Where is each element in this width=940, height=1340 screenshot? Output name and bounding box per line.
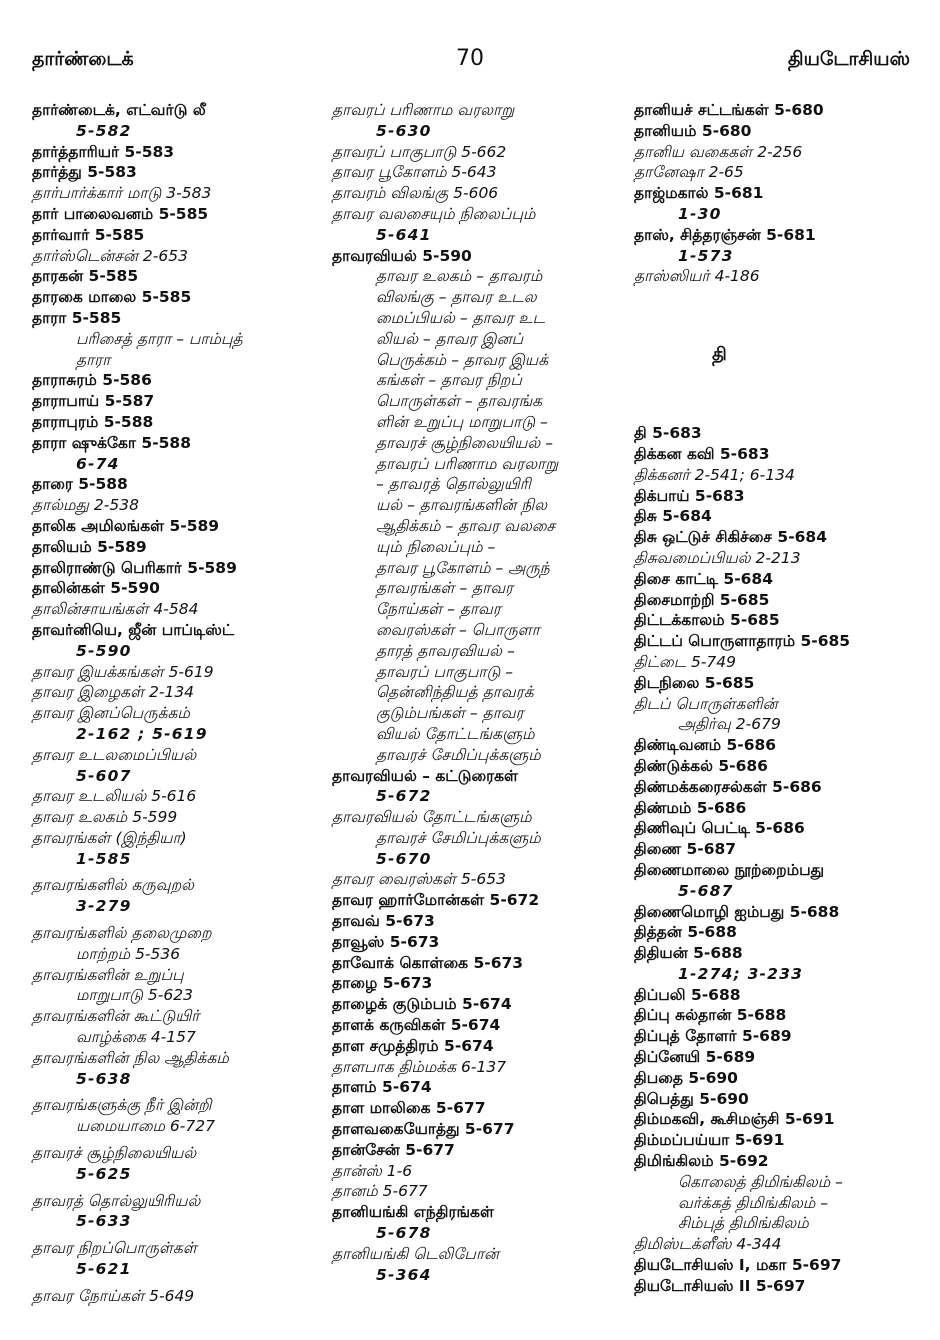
index-entry: தார்த்தாரியர் 5-583 (32, 142, 175, 161)
section-heading: தி (712, 344, 727, 366)
index-entry: திக்கனர் 2-541; 6-134 (634, 465, 795, 484)
index-entry: தாள மாலிகை 5-677 (332, 1099, 486, 1118)
index-column-2 (332, 100, 628, 1285)
index-entry: தாரா ஷுக்கோ 5-588 (32, 433, 191, 452)
index-entry: திசு 5-684 (634, 507, 712, 526)
index-entry: தான்ஸ் 1-6 (332, 1161, 413, 1180)
index-subline: தாரத் தாவரவியல் – (376, 641, 515, 660)
index-entry: தாவரங்கள் (இந்தியா) (32, 828, 187, 847)
index-subline: ளின் உறுப்பு மாறுபாடு – (376, 412, 548, 431)
index-subline: 5-687 (678, 881, 734, 900)
index-entry: தாலின்கள் 5-590 (32, 579, 160, 598)
index-entry: திணைமாலை நூற்றைம்பது (634, 860, 825, 879)
index-subline: 2-162 ; 5-619 (76, 724, 208, 743)
index-subline: தாவரங்கள் – தாவர (376, 579, 514, 598)
index-entry: தாவரத் தொல்லுயிரியல் (32, 1191, 201, 1210)
index-entry: தாழைக் குடும்பம் 5-674 (332, 995, 512, 1014)
index-entry: தாவர வைரஸ்கள் 5-653 (332, 870, 506, 889)
index-subline: குடும்பங்கள் – தாவர (376, 704, 524, 723)
index-entry: தாவரவியல் தோட்டங்களும் (332, 808, 532, 827)
index-entry: திம்மகவி, கூசிமஞ்சி 5-691 (634, 1110, 835, 1129)
index-subline: பெருக்கம் – தாவர இயக் (376, 350, 549, 369)
index-subline: 5-590 (76, 641, 132, 660)
index-entry: தியடோசியஸ் I, மகா 5-697 (634, 1256, 842, 1275)
index-entry: தார்த்து 5-583 (32, 163, 137, 182)
index-subline: 5-672 (376, 787, 432, 806)
index-entry: தாராசுரம் 5-586 (32, 371, 152, 390)
index-subline: – தாவரத் தொல்லுயிரி (376, 475, 531, 494)
index-subline: கொலைத் திமிங்கிலம் – (678, 1172, 843, 1191)
index-entry: தார்ண்டைக், எட்வர்டு லீ (32, 101, 206, 119)
index-entry: தாலிக அமிலங்கள் 5-589 (32, 516, 220, 535)
running-head-first-entry: தார்ண்டைக் (32, 48, 134, 70)
index-entry: திண்டுக்கல் 5-686 (634, 756, 768, 775)
index-entry: தார் பாலைவனம் 5-585 (32, 204, 209, 223)
index-entry: தாஜ்மகால் 5-681 (634, 184, 764, 203)
index-subline: 5-670 (376, 849, 432, 868)
index-entry: திடநிலை 5-685 (634, 673, 755, 692)
index-entry: தித்தன் 5-688 (634, 923, 737, 942)
index-entry: தாவர நிறப்பொருள்கள் (32, 1239, 197, 1258)
index-entry: தானியச் சட்டங்கள் 5-680 (634, 101, 824, 119)
index-entry: திசு ஒட்டுச் சிகிச்சை 5-684 (634, 528, 827, 547)
index-entry: திட்டப் பொருளாதாரம் 5-685 (634, 632, 851, 651)
index-subline: யும் நிலைப்பும் – (376, 537, 496, 556)
index-entry: தாவூஸ் 5-673 (332, 932, 440, 951)
index-entry: தாளம் 5-674 (332, 1078, 432, 1097)
index-entry: தாவர உடலமைப்பியல் (32, 745, 197, 764)
index-entry: திமிஸ்டக்ளீஸ் 4-344 (634, 1235, 782, 1254)
index-entry: தாவரங்களின் கூட்டுயிர் (32, 1007, 200, 1026)
index-entry: தாலியம் 5-589 (32, 537, 147, 556)
index-entry: தாவர உடலியல் 5-616 (32, 787, 197, 806)
index-subline: தாரா (76, 350, 111, 369)
index-entry: திட்டை 5-749 (634, 652, 737, 671)
index-entry: தாராபுரம் 5-588 (32, 412, 154, 431)
index-subline: யமையாமை 6-727 (76, 1117, 215, 1136)
index-entry: திமிங்கிலம் 5-692 (634, 1152, 769, 1171)
index-entry: தாரை 5-588 (32, 475, 128, 494)
index-entry: தாவரவியல் – கட்டுரைகள் (332, 766, 519, 785)
index-subline: தாவரச் சேமிப்புக்களும் (376, 828, 541, 847)
index-entry: திபதை 5-690 (634, 1068, 738, 1087)
index-subline: மைப்பியல் – தாவர உட (376, 308, 545, 327)
index-entry: தாவோக் கொள்கை 5-673 (332, 953, 524, 972)
index-entry: தாவர இழைகள் 2-134 (32, 683, 195, 702)
index-subline: 1-573 (678, 246, 734, 265)
index-subline: லியல் – தாவர இனப் (376, 329, 524, 348)
index-subline: தாவரச் சேமிப்புக்களும் (376, 745, 541, 764)
index-subline: 5-364 (376, 1265, 432, 1284)
index-subline: 5-582 (76, 121, 132, 140)
index-column-1 (32, 100, 322, 1307)
index-subline: கங்கள் – தாவர நிறப் (376, 371, 522, 390)
index-entry: திக்பாய் 5-683 (634, 486, 745, 505)
index-subline: 5-641 (376, 225, 432, 244)
index-entry: தாவரங்களின் உறுப்பு (32, 965, 184, 984)
index-entry: தாவர வலசையும் நிலைப்பும் (332, 204, 536, 223)
index-entry: தார்வார் 5-585 (32, 225, 145, 244)
index-entry: திட்டக்காலம் 5-685 (634, 611, 780, 630)
index-subline: விலங்கு – தாவர உடல (376, 288, 537, 307)
index-entry: தானியம் 5-680 (634, 121, 752, 140)
index-subline: வியல் தோட்டங்களும் (376, 724, 535, 743)
index-entry: திண்மம் 5-686 (634, 798, 747, 817)
index-subline: தென்னிந்தியத் தாவரக் (376, 683, 534, 702)
index-entry: தார்பார்க்கார் மாடு 3-583 (32, 184, 212, 203)
index-entry: தாளபாக திம்மக்க 6-137 (332, 1057, 507, 1076)
index-subline: ஆதிக்கம் – தாவர வலசை (376, 516, 556, 535)
index-entry: தாராபாய் 5-587 (32, 392, 155, 411)
index-subline: நோய்கள் – தாவர (376, 600, 501, 619)
index-entry: தானியங்கி எந்திரங்கள் (332, 1203, 494, 1222)
index-entry: திசை காட்டி 5-684 (634, 569, 774, 588)
index-subline: தாவரப் பரிணாம வரலாறு (376, 454, 559, 473)
index-entry: தாவரச் சூழ்நிலையியல் (32, 1144, 197, 1163)
index-subline: தாவரச் சூழ்நிலையியல் – (376, 433, 553, 452)
index-entry: தாரகன் 5-585 (32, 267, 139, 286)
running-head-last-entry: தியடோசியஸ் (788, 48, 910, 70)
index-subline: வைரஸ்கள் – பொருளா (376, 620, 540, 639)
index-entry: தானேஷா 2-65 (634, 163, 744, 182)
index-entry: தாவர இயக்கங்கள் 5-619 (32, 662, 214, 681)
index-entry: தாவவ் 5-673 (332, 912, 435, 931)
index-entry: திக்கன கவி 5-683 (634, 444, 770, 463)
index-column-3 (634, 100, 924, 1297)
index-subline: 3-279 (76, 897, 132, 916)
index-entry: தியடோசியஸ் II 5-697 (634, 1276, 806, 1295)
index-entry: திண்மக்கரைசல்கள் 5-686 (634, 777, 822, 796)
index-subline: 5-678 (376, 1224, 432, 1243)
index-entry: தாழை 5-673 (332, 974, 433, 993)
index-entry: திப்பு சுல்தான் 5-688 (634, 1006, 787, 1025)
index-entry: தாலிராண்டு பெரிகார் 5-589 (32, 558, 237, 577)
index-entry: தாரா 5-585 (32, 308, 122, 327)
index-subline: 1-585 (76, 849, 132, 868)
index-entry: தாரகை மாலை 5-585 (32, 288, 192, 307)
index-entry: தாவர பூகோளம் 5-643 (332, 163, 497, 182)
index-subline: பொருள்கள் – தாவரங்க (376, 392, 543, 411)
index-entry: திணை 5-687 (634, 840, 737, 859)
index-entry: தாஸ், சித்தரஞ்சன் 5-681 (634, 225, 816, 244)
index-column-3-top (634, 100, 924, 287)
index-entry: திண்டிவனம் 5-686 (634, 736, 777, 755)
index-entry: தானியங்கி டெலிபோன் (332, 1244, 500, 1263)
index-entry: திப்பலி 5-688 (634, 985, 741, 1004)
index-subline: 5-607 (76, 766, 132, 785)
index-subline: தாவர பூகோளம் – அருந் (376, 558, 550, 577)
index-entry: திணைமொழி ஐம்பது 5-688 (634, 902, 840, 921)
index-subline: தாவர உலகம் – தாவரம் (376, 267, 543, 286)
index-subline: 5-630 (376, 121, 432, 140)
index-entry: திப்புத் தோளர் 5-689 (634, 1027, 792, 1046)
index-entry: திசுவமைப்பியல் 2-213 (634, 548, 801, 567)
index-entry: தாலின்சாயங்கள் 4-584 (32, 600, 199, 619)
index-subline: மாற்றம் 5-536 (76, 944, 181, 963)
index-entry: தாவரங்களுக்கு நீர் இன்றி (32, 1096, 212, 1115)
index-subline: வர்க்கத் திமிங்கிலம் – (678, 1193, 829, 1212)
index-entry: தாஸ்ஸியர் 4-186 (634, 267, 760, 286)
index-entry: தாவர்னியெ, ஜீன் பாப்டிஸ்ட் (32, 620, 235, 639)
index-subline: 5-621 (76, 1260, 132, 1279)
index-entry: தால்மது 2-538 (32, 496, 139, 515)
index-entry: திப்னேயி 5-689 (634, 1048, 756, 1067)
index-column-3-bottom (634, 423, 924, 1296)
index-entry: தாவரங்களின் நில ஆதிக்கம் (32, 1048, 229, 1067)
page-number: 70 (456, 46, 484, 71)
index-entry: தான்சேன் 5-677 (332, 1140, 455, 1159)
index-subline: வாழ்க்கை 4-157 (76, 1028, 196, 1047)
index-entry: தாவரப் பரிணாம வரலாறு (332, 101, 515, 119)
index-entry: திணிவுப் பெட்டி 5-686 (634, 819, 805, 838)
index-entry: தாவரப் பாகுபாடு 5-662 (332, 142, 507, 161)
index-entry: தாவரங்களில் தலைமுறை (32, 924, 212, 943)
index-entry: திம்மப்பய்யா 5-691 (634, 1131, 785, 1150)
index-entry: தானிய வகைகள் 2-256 (634, 142, 803, 161)
index-subline: பரிசைத் தாரா – பாம்புத் (76, 329, 243, 348)
index-subline: 1-274; 3-233 (678, 964, 804, 983)
index-entry: திடப் பொருள்களின் (634, 694, 778, 713)
index-entry: திதியன் 5-688 (634, 944, 743, 963)
index-entry: தி 5-683 (634, 424, 702, 443)
index-subline: சிம்புத் திமிங்கிலம் (678, 1214, 809, 1233)
index-subline: 5-633 (76, 1212, 132, 1231)
index-entry: திசைமாற்றி 5-685 (634, 590, 770, 609)
index-entry: தாளக் கருவிகள் 5-674 (332, 1016, 501, 1035)
index-entry: தாவரம் விலங்கு 5-606 (332, 184, 499, 203)
index-subline: 1-30 (678, 204, 722, 223)
index-entry: தாவரங்களில் கருவுறல் (32, 876, 194, 895)
index-entry: தாவர உலகம் 5-599 (32, 808, 178, 827)
index-entry: தாளவகையோத்து 5-677 (332, 1120, 515, 1139)
index-subline: மாறுபாடு 5-623 (76, 986, 193, 1005)
index-entry: தாவர நோய்கள் 5-649 (32, 1286, 195, 1305)
index-entry: திபெத்து 5-690 (634, 1089, 749, 1108)
index-subline: யல் – தாவரங்களின் நில (376, 496, 548, 515)
index-entry: தாவரவியல் 5-590 (332, 246, 472, 265)
index-entry: தாள சமுத்திரம் 5-674 (332, 1036, 494, 1055)
index-entry: தாவர ஹார்மோன்கள் 5-672 (332, 891, 540, 910)
index-entry: தார்ஸ்டென்சன் 2-653 (32, 246, 188, 265)
index-subline: 5-625 (76, 1164, 132, 1183)
index-subline: 5-638 (76, 1069, 132, 1088)
index-entry: தாவர இனப்பெருக்கம் (32, 704, 190, 723)
index-subline: 6-74 (76, 454, 120, 473)
index-subline: அதிர்வு 2-679 (678, 715, 781, 734)
index-subline: தாவரப் பாகுபாடு – (376, 662, 513, 681)
index-entry: தானம் 5-677 (332, 1182, 428, 1201)
